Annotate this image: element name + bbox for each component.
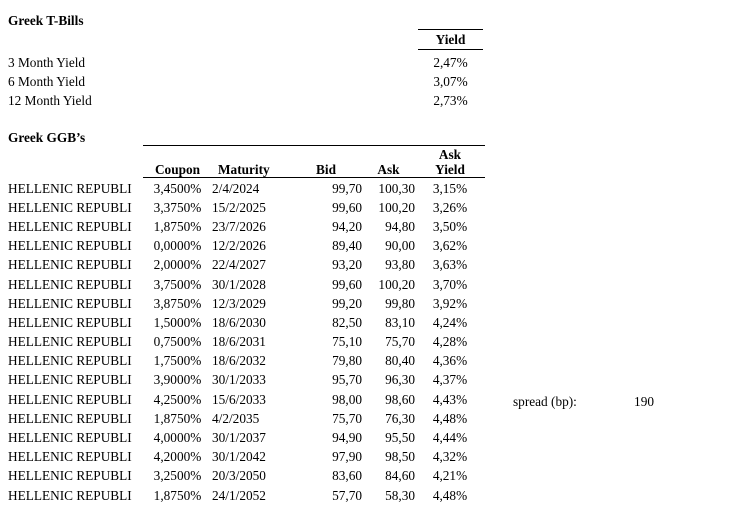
ggb-bond-row bbox=[8, 448, 485, 467]
bond-ask: 96,30 bbox=[385, 372, 415, 388]
spread-annotation bbox=[0, 392, 736, 411]
bond-maturity: 24/1/2052 bbox=[212, 487, 266, 503]
bond-bid: 99,20 bbox=[332, 295, 362, 311]
bond-ask: 98,60 bbox=[385, 391, 415, 407]
bond-name: HELLENIC REPUBLI bbox=[8, 391, 132, 407]
bond-ask-yield: 4,28% bbox=[432, 334, 468, 350]
bond-maturity: 30/1/2042 bbox=[212, 449, 266, 465]
tbill-row-6month bbox=[0, 72, 486, 91]
bond-name: HELLENIC REPUBLI bbox=[8, 276, 132, 292]
bond-coupon: 1,8750% bbox=[153, 218, 202, 234]
bond-ask: 93,80 bbox=[385, 257, 415, 273]
bond-ask: 99,80 bbox=[385, 295, 415, 311]
bond-bid: 99,60 bbox=[332, 199, 362, 215]
bond-maturity: 18/6/2031 bbox=[212, 334, 266, 350]
bond-bid: 79,80 bbox=[332, 353, 362, 369]
ggb-bond-row bbox=[8, 237, 485, 256]
bond-coupon: 1,5000% bbox=[153, 314, 202, 330]
bond-ask-yield: 4,21% bbox=[432, 468, 468, 484]
bond-bid: 75,10 bbox=[332, 334, 362, 350]
bond-ask: 100,30 bbox=[378, 180, 415, 196]
ggb-bond-row bbox=[8, 467, 485, 486]
bond-ask-yield: 4,44% bbox=[432, 430, 468, 446]
bond-name: HELLENIC REPUBLI bbox=[8, 218, 132, 234]
bond-name: HELLENIC REPUBLI bbox=[8, 410, 132, 426]
tbill-yield-value: 3,07% bbox=[433, 74, 468, 89]
bond-name: HELLENIC REPUBLI bbox=[8, 314, 132, 330]
bond-bid: 57,70 bbox=[332, 487, 362, 503]
bond-coupon: 4,2000% bbox=[153, 449, 202, 465]
bond-bid: 99,70 bbox=[332, 180, 362, 196]
bond-ask-yield: 4,48% bbox=[432, 410, 468, 426]
bond-coupon: 3,8750% bbox=[153, 295, 202, 311]
tbill-row-12month bbox=[0, 91, 486, 110]
bond-coupon: 3,2500% bbox=[153, 468, 202, 484]
ggb-bond-row bbox=[8, 352, 485, 371]
ggb-bond-row bbox=[8, 313, 485, 332]
bond-ask: 100,20 bbox=[378, 276, 415, 292]
ggb-bond-row bbox=[8, 428, 485, 447]
bond-maturity: 15/2/2025 bbox=[212, 199, 266, 215]
bond-coupon: 1,7500% bbox=[153, 353, 202, 369]
bond-ask: 95,50 bbox=[385, 430, 415, 446]
bond-coupon: 1,8750% bbox=[153, 487, 202, 503]
bond-ask-yield: 3,92% bbox=[432, 295, 468, 311]
bond-bid: 97,90 bbox=[332, 449, 362, 465]
ggb-bond-row bbox=[8, 217, 485, 236]
bond-ask-yield: 4,32% bbox=[432, 449, 468, 465]
bond-maturity: 12/2/2026 bbox=[212, 238, 266, 254]
ggb-bond-row bbox=[8, 256, 485, 275]
ggb-bond-row bbox=[8, 371, 485, 390]
bond-maturity: 15/6/2033 bbox=[212, 391, 266, 407]
bond-ask-yield: 3,62% bbox=[432, 238, 468, 254]
column-header-maturity: Maturity bbox=[218, 162, 270, 177]
bond-name: HELLENIC REPUBLI bbox=[8, 238, 132, 254]
ggb-bond-row bbox=[8, 275, 485, 294]
bond-ask: 58,30 bbox=[385, 487, 415, 503]
tbill-row-3month bbox=[0, 53, 486, 72]
bond-bid: 75,70 bbox=[332, 410, 362, 426]
bond-ask-yield: 3,15% bbox=[432, 180, 468, 196]
bond-coupon: 0,7500% bbox=[153, 334, 202, 350]
ggb-bond-row bbox=[8, 198, 485, 217]
bond-ask: 75,70 bbox=[385, 334, 415, 350]
column-header-bid: Bid bbox=[316, 162, 336, 177]
bond-ask: 100,20 bbox=[378, 199, 415, 215]
column-header-ask: Ask bbox=[377, 162, 400, 177]
bond-name: HELLENIC REPUBLI bbox=[8, 487, 132, 503]
ggb-bond-row bbox=[8, 486, 485, 505]
bond-maturity: 18/6/2030 bbox=[212, 314, 266, 330]
bond-ask-yield: 3,50% bbox=[432, 218, 468, 234]
bond-ask-yield: 3,26% bbox=[432, 199, 468, 215]
bond-maturity: 18/6/2032 bbox=[212, 353, 266, 369]
bond-ask-yield: 4,36% bbox=[432, 353, 468, 369]
ggb-bond-row bbox=[8, 409, 485, 428]
bond-ask: 84,60 bbox=[385, 468, 415, 484]
bond-bid: 89,40 bbox=[332, 238, 362, 254]
bond-bid: 94,20 bbox=[332, 218, 362, 234]
bond-coupon: 3,3750% bbox=[153, 199, 202, 215]
bond-bid: 93,20 bbox=[332, 257, 362, 273]
bond-ask: 94,80 bbox=[385, 218, 415, 234]
bond-bid: 95,70 bbox=[332, 372, 362, 388]
bond-maturity: 12/3/2029 bbox=[212, 295, 266, 311]
bond-coupon: 0,0000% bbox=[153, 238, 202, 254]
bond-name: HELLENIC REPUBLI bbox=[8, 449, 132, 465]
bond-ask: 90,00 bbox=[385, 238, 415, 254]
bond-maturity: 30/1/2037 bbox=[212, 430, 266, 446]
tbill-label: 3 Month Yield bbox=[8, 55, 86, 70]
bond-name: HELLENIC REPUBLI bbox=[8, 257, 132, 273]
bond-coupon: 4,2500% bbox=[153, 391, 202, 407]
tbills-yield-column-header: Yield bbox=[418, 29, 483, 50]
tbills-section-title: Greek T-Bills bbox=[8, 13, 84, 28]
bond-maturity: 23/7/2026 bbox=[212, 218, 266, 234]
tbill-label: 12 Month Yield bbox=[8, 93, 92, 108]
bond-bid: 98,00 bbox=[332, 391, 362, 407]
bond-ask: 76,30 bbox=[385, 410, 415, 426]
bond-name: HELLENIC REPUBLI bbox=[8, 353, 132, 369]
bond-coupon: 3,4500% bbox=[153, 180, 202, 196]
tbill-yield-value: 2,47% bbox=[433, 55, 468, 70]
spread-value: 190 bbox=[634, 394, 654, 409]
ggb-bond-row bbox=[8, 333, 485, 352]
bond-name: HELLENIC REPUBLI bbox=[8, 334, 132, 350]
bond-ask-yield: 4,24% bbox=[432, 314, 468, 330]
ggb-bond-row bbox=[8, 179, 485, 198]
bond-coupon: 3,7500% bbox=[153, 276, 202, 292]
bond-name: HELLENIC REPUBLI bbox=[8, 199, 132, 215]
ggb-section-title: Greek GGB’s bbox=[8, 130, 86, 145]
bond-name: HELLENIC REPUBLI bbox=[8, 372, 132, 388]
bond-bid: 94,90 bbox=[332, 430, 362, 446]
tbill-label: 6 Month Yield bbox=[8, 74, 86, 89]
bond-bid: 83,60 bbox=[332, 468, 362, 484]
column-header-ask-yield-line2: Yield bbox=[435, 162, 465, 177]
bond-coupon: 4,0000% bbox=[153, 430, 202, 446]
bond-bid: 99,60 bbox=[332, 276, 362, 292]
bond-name: HELLENIC REPUBLI bbox=[8, 180, 132, 196]
bond-maturity: 30/1/2028 bbox=[212, 276, 266, 292]
bond-coupon: 3,9000% bbox=[153, 372, 202, 388]
bond-coupon: 1,8750% bbox=[153, 410, 202, 426]
column-header-ask-yield-line1: Ask bbox=[438, 147, 462, 162]
ggb-bond-table bbox=[8, 179, 485, 505]
ggb-table-header bbox=[143, 145, 485, 178]
bond-ask: 98,50 bbox=[385, 449, 415, 465]
bond-ask-yield: 3,70% bbox=[432, 276, 468, 292]
bond-name: HELLENIC REPUBLI bbox=[8, 430, 132, 446]
bond-ask-yield: 4,48% bbox=[432, 487, 468, 503]
bond-ask-yield: 4,37% bbox=[432, 372, 468, 388]
bond-ask-yield: 3,63% bbox=[432, 257, 468, 273]
bond-ask: 80,40 bbox=[385, 353, 415, 369]
tbill-yield-value: 2,73% bbox=[433, 93, 468, 108]
bond-maturity: 30/1/2033 bbox=[212, 372, 266, 388]
bond-bid: 82,50 bbox=[332, 314, 362, 330]
bond-maturity: 4/2/2035 bbox=[212, 410, 260, 426]
bond-name: HELLENIC REPUBLI bbox=[8, 295, 132, 311]
ggb-bond-row bbox=[8, 294, 485, 313]
bond-ask-yield: 4,43% bbox=[432, 391, 468, 407]
column-header-coupon: Coupon bbox=[154, 162, 201, 177]
bond-maturity: 2/4/2024 bbox=[212, 180, 260, 196]
bond-coupon: 2,0000% bbox=[153, 257, 202, 273]
bond-maturity: 20/3/2050 bbox=[212, 468, 266, 484]
bond-name: HELLENIC REPUBLI bbox=[8, 468, 132, 484]
column-header-ask-yield bbox=[415, 147, 485, 177]
bond-maturity: 22/4/2027 bbox=[212, 257, 266, 273]
spread-label: spread (bp): bbox=[513, 394, 577, 409]
bond-ask: 83,10 bbox=[385, 314, 415, 330]
